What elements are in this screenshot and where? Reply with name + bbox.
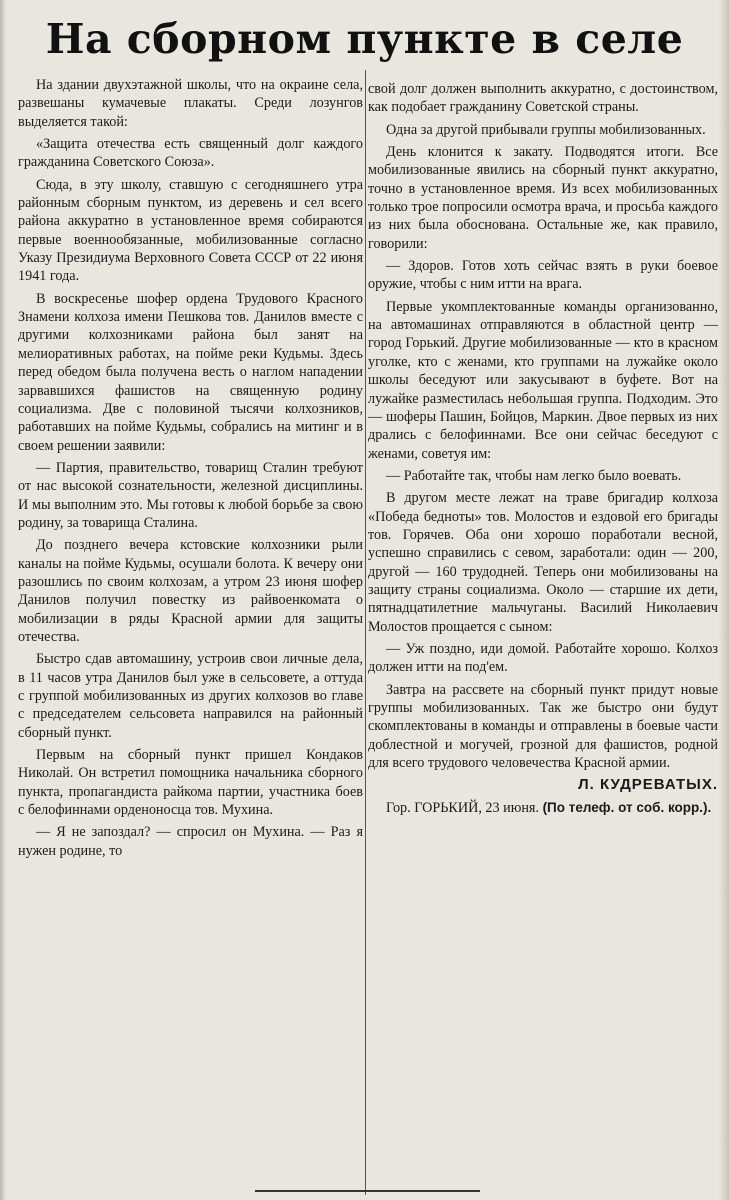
dateline-note: (По телеф. от соб. корр.). bbox=[542, 799, 712, 815]
article-column-left bbox=[18, 76, 363, 860]
paragraph: День клонится к закату. Подводятся итоги. Все мобилизованные явились на сборный пункт аккуратно, точно в установленное время. Из всех мобилизованных только трое попросили осмотра врача, и просьба каждого из них была обоснована. Остальные же, как правило, говорили: bbox=[368, 144, 718, 252]
article-headline: На сборном пункте в селе bbox=[45, 15, 684, 63]
paragraph: — Работайте так, чтобы нам легко было воевать. bbox=[386, 467, 682, 484]
paragraph: Первым на сборный пункт пришел Кондаков Николай. Он встретил помощника начальника сборного пункта, пропагандиста райкома партии, участника боев с белофиннами орденоносца тов. Мухина. bbox=[18, 747, 363, 819]
paragraph: Сюда, в эту школу, ставшую с сегодняшнего утра районным сборным пунктом, из деревень и сел всего района аккуратно в установленное время собираются первые военнообязанные, мобилизованные согласно Указу Президиума Верховного Совета СССР от 22 июня 1941 года. bbox=[18, 176, 363, 285]
paragraph: «Защита отечества есть священный долг каждого гражданина Советского Союза». bbox=[18, 136, 363, 171]
paragraph: Завтра на рассвете на сборный пункт придут новые группы мобилизованных. Так же быстро они будут скомплектованы в команды и отправлены в боевые части доблестной и могучей, грозной для фашистов, родной для всего трудового человечества Красной армии. bbox=[368, 681, 718, 772]
paragraph: На здании двухэтажной школы, что на окраине села, развешаны кумачевые плакаты. Среди лозунгов выделяется такой: bbox=[18, 77, 363, 130]
paragraph: Одна за другой прибывали группы мобилизованных. bbox=[386, 121, 706, 138]
dateline bbox=[368, 799, 718, 817]
scan-edge-left bbox=[0, 0, 6, 1200]
paragraph: Быстро сдав автомашину, устроив свои личные дела, в 11 часов утра Данилов был уже в сельсовете, а оттуда с группой мобилизованных из других колхозов во главе с председателем сельсовета направился на районный сборный пункт. bbox=[18, 651, 363, 741]
paragraph: — Партия, правительство, товарищ Сталин требуют от нас высокой сознательности, железной дисциплины. И мы выполним это. Мы готовы к любой борьбе за свою родину, за товарища Сталина. bbox=[18, 459, 363, 531]
paragraph: В воскресенье шофер ордена Трудового Красного Знамени колхоза имени Пешкова тов. Данилов вместе с другими колхозниками района был занят на мелиоративных работах, на пойме реки Кудьмы. Здесь перед обедом была получена весть о наглом нападении зарвавшихся фашистов на священную родину социализма. Две с половиной тысячи колхозников, работавших на пойме Кудьмы, собрались на митинг и в своем решении заявили: bbox=[18, 290, 363, 454]
paragraph: Первые укомплектованные команды организованно, на автомашинах отправляются в областной центр — город Горький. Другие мобилизованные — кто в красном уголке, кто с женами, кто группами на лужайке около школы беседуют или закусывают в буфете. Вот на лужайке разместилась небольшая группа. Подходим. Это — шоферы Пашин, Бойцов, Маркин. Двое первых из них дрались с белофиннами. Все они сейчас беседуют с женами, советуя им: bbox=[368, 298, 718, 462]
paragraph: — Здоров. Готов хоть сейчас взять в руки боевое оружие, чтобы с ним итти на врага. bbox=[368, 258, 718, 293]
bottom-rule bbox=[255, 1190, 480, 1192]
paragraph: — Я не запоздал? — спросил он Мухина. — Раз я нужен родине, то bbox=[18, 824, 363, 859]
paragraph: — Уж поздно, иди домой. Работайте хорошо. Колхоз должен итти на под'ем. bbox=[368, 640, 718, 676]
dateline-place: Гор. ГОРЬКИЙ, 23 июня. bbox=[386, 799, 540, 816]
author-signature: Л. КУДРЕВАТЫХ. bbox=[578, 776, 718, 794]
paragraph: В другом месте лежат на траве бригадир колхоза «Победа бедноты» тов. Молостов и ездовой его бригады тов. Горячев. Оба они хорошо поработали весной, успешно справились с севом, заработали: один — 200, другой — 160 трудодней. Теперь они мобилизованы на защиту страны социализма. Около — старшие их дети, пятнадцатилетние мальчуганы. Василий Николаевич Молостов прощается с сыном: bbox=[368, 490, 718, 635]
scan-edge-right bbox=[719, 0, 729, 1200]
paragraph: До позднего вечера кстовские колхозники рыли каналы на пойме Кудьмы, осушали болота. К вечеру они разошлись по своим колхозам, а утром 23 июня шофер Данилов получил повестку из райвоенкомата о мобилизации в ряды Красной армии для защиты отечества. bbox=[18, 537, 363, 645]
column-divider bbox=[365, 70, 366, 1195]
paragraph: свой долг должен выполнить аккуратно, с достоинством, как подобает гражданину Советской страны. bbox=[368, 81, 718, 116]
article-column-right bbox=[368, 80, 718, 817]
